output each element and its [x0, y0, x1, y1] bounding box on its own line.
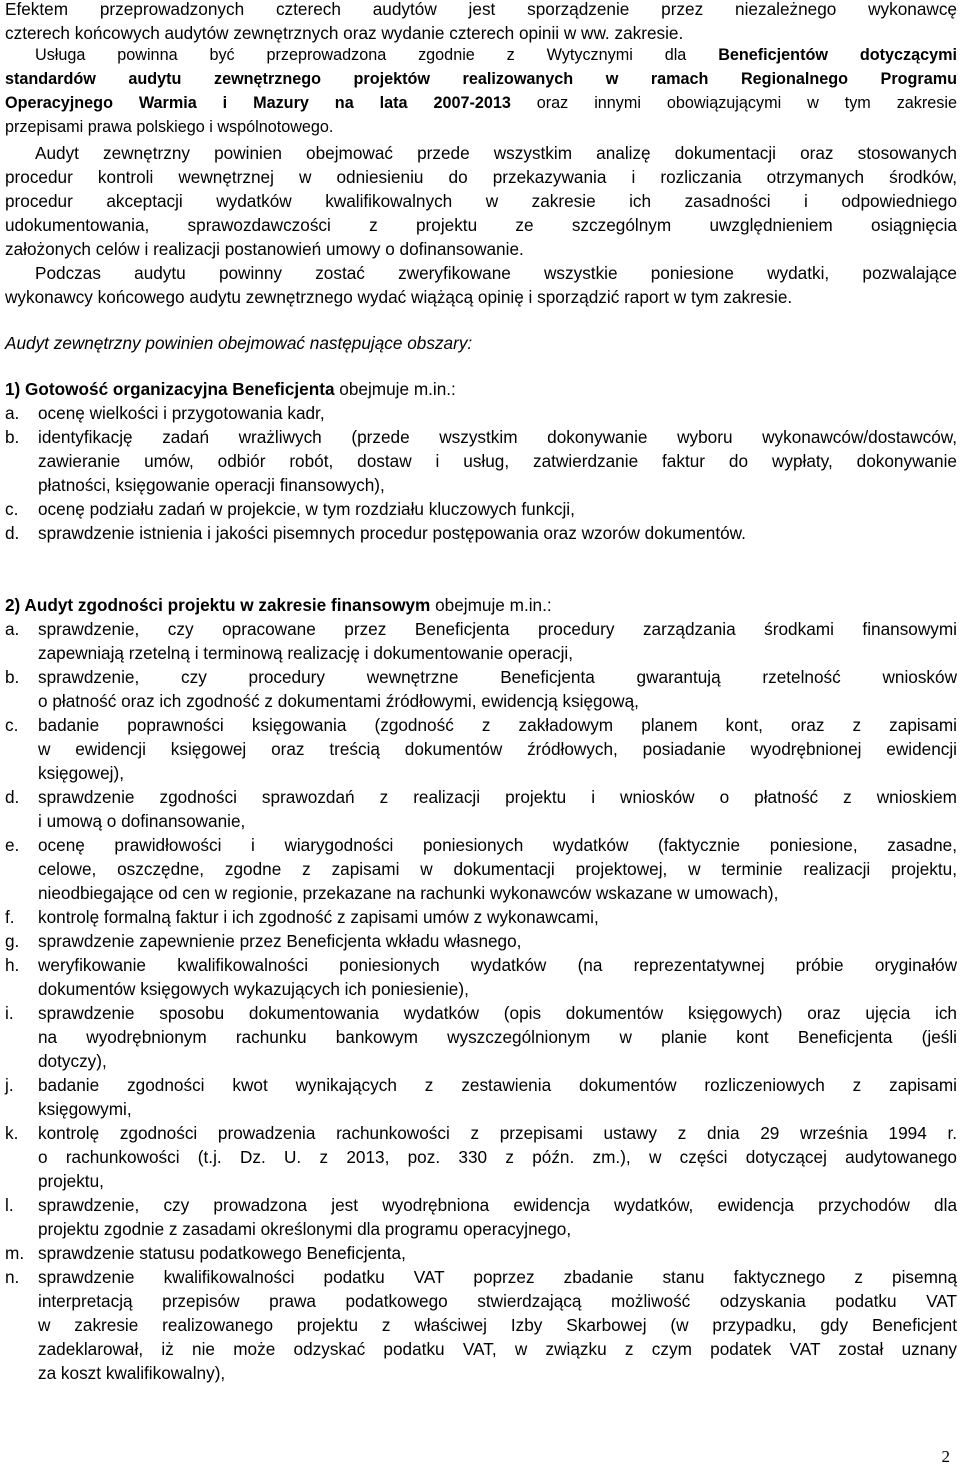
text-line: na wyodrębnionym rachunku bankowym wyszczególnionym w planie kont Beneficjenta (jeśli — [38, 1027, 957, 1047]
list-item-text — [38, 497, 957, 521]
section-title-rest: obejmuje m.in.: — [334, 379, 456, 399]
text-line: zapewniają rzetelną i terminową realizację i dokumentowanie operacji, — [38, 643, 574, 663]
list-item-letter: a. — [5, 403, 20, 423]
text-line: interpretacją przepisów prawa podatkowego stwierdzającą możliwość odzyskania podatku VAT — [38, 1291, 957, 1311]
text-line: udokumentowania, sprawozdawczości z projektu ze szczególnym uwzględnieniem osiągnięcia — [5, 215, 957, 235]
text-line: kontrolę zgodności prowadzenia rachunkowości z przepisami ustawy z dnia 29 września 1994 r. — [38, 1123, 957, 1143]
list-item — [5, 785, 957, 833]
text-line: identyfikację zadań wrażliwych (przede wszystkim dokonywanie wyboru wykonawców/dostawców, — [38, 427, 957, 447]
text-line: procedur akceptacji wydatków kwalifikowalnych w zakresie ich zasadności i odpowiedniego — [5, 191, 957, 211]
list-item — [5, 1121, 957, 1193]
text-line: przepisami prawa polskiego i wspólnotowego. — [5, 118, 334, 136]
list-item — [5, 1241, 957, 1265]
list-item-text — [38, 401, 957, 425]
list-item — [5, 713, 957, 785]
list-item-text — [38, 713, 957, 785]
list-item-letter: f. — [5, 907, 15, 927]
text-line — [5, 91, 957, 115]
list-item-text — [38, 1121, 957, 1193]
list-item-letter: j. — [5, 1075, 14, 1095]
list-item — [5, 1265, 957, 1385]
text-line: zawieranie umów, odbiór robót, dostaw i usług, zatwierdzanie faktur do wypłaty, dokonywanie — [38, 451, 957, 471]
section-1-list — [5, 401, 957, 545]
text-line: badanie zgodności kwot wynikających z zestawienia dokumentów rozliczeniowych z zapisami — [38, 1075, 957, 1095]
list-item-letter: h. — [5, 955, 20, 975]
text-line: celowe, oszczędne, zgodne z zapisami w dokumentacji projektowej, w terminie realizacji projektu, — [38, 859, 957, 879]
text-line: sprawdzenie, czy opracowane przez Beneficjenta procedury zarządzania środkami finansowymi — [38, 619, 957, 639]
list-item — [5, 905, 957, 929]
text-line — [5, 43, 957, 67]
list-item-letter: a. — [5, 619, 20, 639]
text-line: dotyczy), — [38, 1051, 107, 1071]
text-line: Podczas audytu powinny zostać zweryfikowane wszystkie poniesione wydatki, pozwalające — [35, 263, 957, 283]
intro-paragraph-3 — [5, 141, 957, 261]
text-line — [5, 67, 957, 91]
list-item — [5, 425, 957, 497]
section-1-title — [5, 377, 957, 401]
section-2-title — [5, 593, 957, 617]
list-item — [5, 833, 957, 905]
text-line: badanie poprawności księgowania (zgodność z zakładowym planem kont, oraz z zapisami — [38, 715, 957, 735]
section-title-bold: 1) Gotowość organizacyjna Beneficjenta — [5, 379, 335, 399]
list-item-text — [38, 617, 957, 665]
list-item-text — [38, 953, 957, 1001]
list-item-text — [38, 425, 957, 497]
text-line: wykonawcy końcowego audytu zewnętrznego wydać wiążącą opinię i sporządzić raport w tym zakresie. — [5, 287, 793, 307]
text-line: w ewidencji księgowej oraz treścią dokumentów źródłowych, posiadanie wyodrębnionej ewidencji — [38, 739, 957, 759]
text-line: sprawdzenie zgodności sprawozdań z realizacji projektu i wniosków o płatność z wnioskiem — [38, 787, 957, 807]
text-line: procedur kontroli wewnętrznej w odniesieniu do przekazywania i rozliczania otrzymanych środków, — [5, 167, 957, 187]
list-item-letter: m. — [5, 1243, 25, 1263]
list-item — [5, 953, 957, 1001]
list-item-text — [38, 1073, 957, 1121]
list-item — [5, 929, 957, 953]
text-line: weryfikowanie kwalifikowalności poniesionych wydatków (na reprezentatywnej próbie oryginałów — [38, 955, 957, 975]
text-line: płatności, księgowanie operacji finansowych), — [38, 475, 385, 495]
list-item-text — [38, 1193, 957, 1241]
text-line: Efektem przeprowadzonych czterech audytów jest sporządzenie przez niezależnego wykonawcę — [5, 0, 957, 19]
list-item-letter: d. — [5, 787, 20, 807]
list-item — [5, 665, 957, 713]
intro-paragraph-1 — [5, 0, 957, 45]
text-line: sprawdzenie, czy prowadzona jest wyodrębniona ewidencja wydatków, ewidencja przychodów dla — [38, 1195, 957, 1215]
text-line: księgowej), — [38, 763, 124, 783]
list-item-letter: l. — [5, 1195, 14, 1215]
text-line: sprawdzenie statusu podatkowego Beneficjenta, — [38, 1243, 406, 1263]
text-line: sprawdzenie kwalifikowalności podatku VAT poprzez zbadanie stanu faktycznego z pisemną — [38, 1267, 957, 1287]
list-item-letter: b. — [5, 667, 20, 687]
list-item-letter: c. — [5, 499, 19, 519]
list-item — [5, 617, 957, 665]
list-item — [5, 401, 957, 425]
list-item-letter: b. — [5, 427, 20, 447]
text-line: kontrolę formalną faktur i ich zgodność z zapisami umów z wykonawcami, — [38, 907, 599, 927]
list-item-text — [38, 1241, 957, 1265]
list-item — [5, 1193, 957, 1241]
text-line: czterech końcowych audytów zewnętrznych oraz wydanie czterech opinii w ww. zakresie. — [5, 23, 684, 43]
text-line: za koszt kwalifikowalny), — [38, 1363, 226, 1383]
text-line: sprawdzenie istnienia i jakości pisemnych procedur postępowania oraz wzorów dokumentów. — [38, 523, 746, 543]
list-item — [5, 521, 957, 545]
text-line: Audyt zewnętrzny powinien obejmować przede wszystkim analizę dokumentacji oraz stosowanych — [35, 143, 957, 163]
list-item-text — [38, 833, 957, 905]
text-line: sprawdzenie zapewnienie przez Beneficjenta wkładu własnego, — [38, 931, 522, 951]
list-item-letter: c. — [5, 715, 19, 735]
list-item-text — [38, 1265, 957, 1385]
text-run: oraz innymi obowiązującymi w tym zakresie — [510, 94, 957, 112]
text-line: ocenę prawidłowości i wiarygodności poniesionych wydatków (faktycznie poniesione, zasadne, — [38, 835, 957, 855]
text-line: księgowymi, — [38, 1099, 132, 1119]
text-line: sprawdzenie sposobu dokumentowania wydatków (opis dokumentów księgowych) oraz ujęcia ich — [38, 1003, 957, 1023]
list-item-text — [38, 1001, 957, 1073]
bold-run: standardów audytu zewnętrznego projektów realizowanych w ramach Regionalnego Programu — [5, 70, 957, 88]
list-item-letter: g. — [5, 931, 20, 951]
text-line: ocenę wielkości i przygotowania kadr, — [38, 403, 325, 423]
list-item-letter: e. — [5, 835, 20, 855]
areas-heading: Audyt zewnętrzny powinien obejmować następujące obszary: — [5, 333, 473, 353]
text-line: i umową o dofinansowanie, — [38, 811, 246, 831]
list-item — [5, 497, 957, 521]
list-item — [5, 1073, 957, 1121]
list-item — [5, 1001, 957, 1073]
section-title-rest: obejmuje m.in.: — [430, 595, 552, 615]
text-line: o płatność oraz ich zgodność z dokumentami źródłowymi, ewidencją księgową, — [38, 691, 639, 711]
bold-run: Beneficjentów dotyczącymi — [718, 46, 957, 64]
list-item-text — [38, 929, 957, 953]
section-title-bold: 2) Audyt zgodności projektu w zakresie finansowym — [5, 595, 431, 615]
intro-paragraph-4 — [5, 261, 957, 309]
text-line: zadeklarował, iż nie może odzyskać podatku VAT, w związku z czym podatek VAT został uznany — [38, 1339, 957, 1359]
list-item-text — [38, 521, 957, 545]
text-line: projektu, — [38, 1171, 104, 1191]
text-line: projektu zgodnie z zasadami określonymi dla programu operacyjnego, — [38, 1219, 572, 1239]
text-run: Usługa powinna być przeprowadzona zgodnie z Wytycznymi dla — [35, 46, 719, 64]
intro-paragraph-2 — [5, 43, 957, 139]
list-item-text — [38, 785, 957, 833]
list-item-letter: k. — [5, 1123, 19, 1143]
text-line: o rachunkowości (t.j. Dz. U. z 2013, poz. 330 z późn. zm.), w części dotyczącej audytowanego — [38, 1147, 957, 1167]
text-line: w zakresie realizowanego projektu z właściwej Izby Skarbowej (w przypadku, gdy Beneficjent — [38, 1315, 957, 1335]
text-line: sprawdzenie, czy procedury wewnętrzne Beneficjenta gwarantują rzetelność wniosków — [38, 667, 957, 687]
list-item-letter: i. — [5, 1003, 14, 1023]
section-2-list — [5, 617, 957, 1385]
text-line: ocenę podziału zadań w projekcie, w tym rozdziału kluczowych funkcji, — [38, 499, 575, 519]
text-line: dokumentów księgowych wykazujących ich poniesienie), — [38, 979, 469, 999]
bold-run: Operacyjnego Warmia i Mazury na lata 2007-2013 — [5, 94, 511, 112]
list-item-text — [38, 905, 957, 929]
text-line: nieodbiegające od cen w regionie, przekazane na rachunki wykonawców wskazane w umowach), — [38, 883, 779, 903]
list-item-letter: n. — [5, 1267, 20, 1287]
page-number: 2 — [941, 1447, 950, 1466]
text-line: założonych celów i realizacji postanowień umowy o dofinansowanie. — [5, 239, 524, 259]
list-item-text — [38, 665, 957, 713]
list-item-letter: d. — [5, 523, 20, 543]
